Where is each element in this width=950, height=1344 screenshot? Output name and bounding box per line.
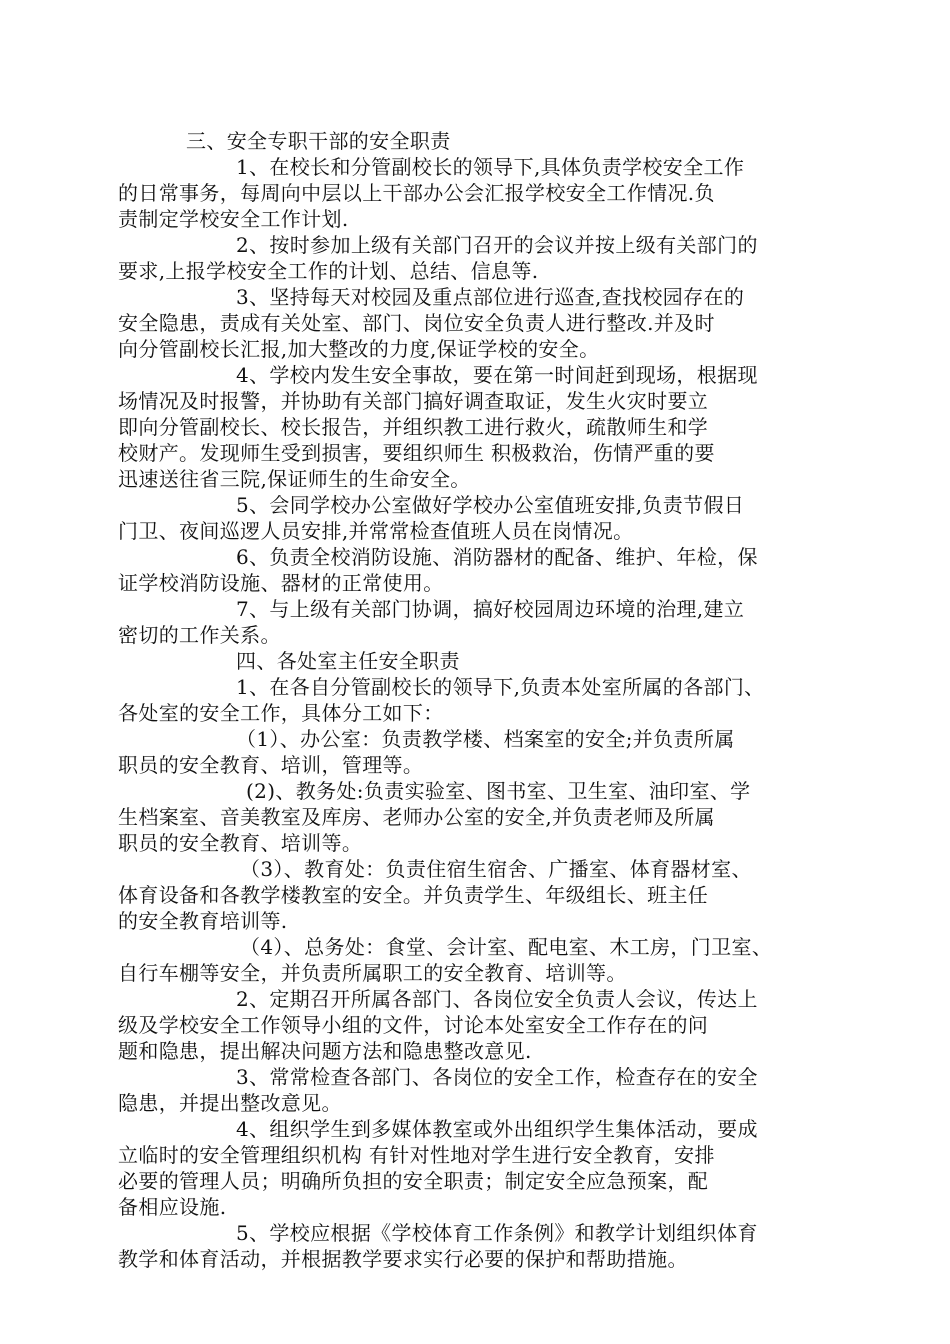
paragraph-line: 2、定期召开所属各部门、各岗位安全负责人会议，传达上: [236, 987, 758, 1011]
paragraph-line: 密切的工作关系。: [118, 623, 281, 647]
paragraph-line: 备相应设施.: [118, 1195, 227, 1219]
paragraph-line: 的安全教育培训等.: [118, 909, 288, 933]
paragraph-line: 场情况及时报警，并协助有关部门搞好调查取证，发生火灾时要立: [118, 389, 709, 413]
paragraph-line: 2、按时参加上级有关部门召开的会议并按上级有关部门的: [236, 233, 758, 257]
paragraph-line: 迅速送往省三院,保证师生的生命安全。: [118, 467, 471, 491]
paragraph-line: 自行车棚等安全，并负责所属职工的安全教育、培训等。: [118, 961, 627, 985]
paragraph-line: 立临时的安全管理组织机构 有针对性地对学生进行安全教育，安排: [118, 1143, 715, 1167]
section-heading-4: 四、各处室主任安全职责: [236, 649, 460, 673]
paragraph-line: 5、学校应根据《学校体育工作条例》和教学计划组织体育: [236, 1221, 758, 1245]
section-heading-3: 三、安全专职干部的安全职责: [186, 129, 451, 153]
paragraph-line: 体育设备和各教学楼教室的安全。并负责学生、年级组长、班主任: [118, 883, 709, 907]
paragraph-line: 6、负责全校消防设施、消防器材的配备、维护、年检，保: [236, 545, 758, 569]
paragraph-line: 责制定学校安全工作计划.: [118, 207, 349, 231]
paragraph-line: （4）、总务处：食堂、会计室、配电室、木工房，门卫室、: [240, 935, 773, 959]
paragraph-line: 门卫、夜间巡逻人员安排,并常常检查值班人员在岗情况。: [118, 519, 634, 543]
paragraph-line: 3、坚持每天对校园及重点部位进行巡查,查找校园存在的: [236, 285, 745, 309]
paragraph-line: 校财产。发现师生受到损害，要组织师生 积极救治，伤情严重的要: [118, 441, 715, 465]
paragraph-line: 职员的安全教育、培训等。: [118, 831, 363, 855]
paragraph-line: 即向分管副校长、校长报告，并组织教工进行救火，疏散师生和学: [118, 415, 709, 439]
paragraph-line: 要求,上报学校安全工作的计划、总结、信息等.: [118, 259, 539, 283]
paragraph-line: 生档案室、音美教室及库房、老师办公室的安全,并负责老师及所属: [118, 805, 715, 829]
paragraph-line: 4、组织学生到多媒体教室或外出组织学生集体活动，要成: [236, 1117, 758, 1141]
paragraph-line: 3、常常检查各部门、各岗位的安全工作，检查存在的安全: [236, 1065, 758, 1089]
paragraph-line: 4、学校内发生安全事故，要在第一时间赶到现场，根据现: [236, 363, 758, 387]
paragraph-line: 教学和体育活动，并根据教学要求实行必要的保护和帮助措施。: [118, 1247, 688, 1271]
paragraph-line: 安全隐患，责成有关处室、部门、岗位安全负责人进行整改.并及时: [118, 311, 715, 335]
paragraph-line: 隐患，并提出整改意见。: [118, 1091, 342, 1115]
paragraph-line: 向分管副校长汇报,加大整改的力度,保证学校的安全。: [118, 337, 600, 361]
paragraph-line: (2)、教务处:负责实验室、图书室、卫生室、油印室、学: [246, 779, 751, 803]
paragraph-line: （3）、教育处：负责住宿生宿舍、广播室、体育器材室、: [240, 857, 752, 881]
paragraph-line: 必要的管理人员；明确所负担的安全职责；制定安全应急预案，配: [118, 1169, 709, 1193]
paragraph-line: 职员的安全教育、培训，管理等。: [118, 753, 424, 777]
paragraph-line: 5、会同学校办公室做好学校办公室值班安排,负责节假日: [236, 493, 745, 517]
paragraph-line: 各处室的安全工作，具体分工如下：: [118, 701, 444, 725]
paragraph-line: 的日常事务，每周向中层以上干部办公会汇报学校安全工作情况.负: [118, 181, 715, 205]
paragraph-line: 1、在各自分管副校长的领导下,负责本处室所属的各部门、: [236, 675, 765, 699]
paragraph-line: （1）、办公室：负责教学楼、档案室的安全;并负责所属: [236, 727, 735, 751]
paragraph-line: 题和隐患，提出解决问题方法和隐患整改意见.: [118, 1039, 532, 1063]
paragraph-line: 1、在校长和分管副校长的领导下,具体负责学校安全工作: [236, 155, 745, 179]
paragraph-line: 7、与上级有关部门协调，搞好校园周边环境的治理,建立: [236, 597, 745, 621]
paragraph-line: 证学校消防设施、器材的正常使用。: [118, 571, 444, 595]
paragraph-line: 级及学校安全工作领导小组的文件，讨论本处室安全工作存在的问: [118, 1013, 709, 1037]
